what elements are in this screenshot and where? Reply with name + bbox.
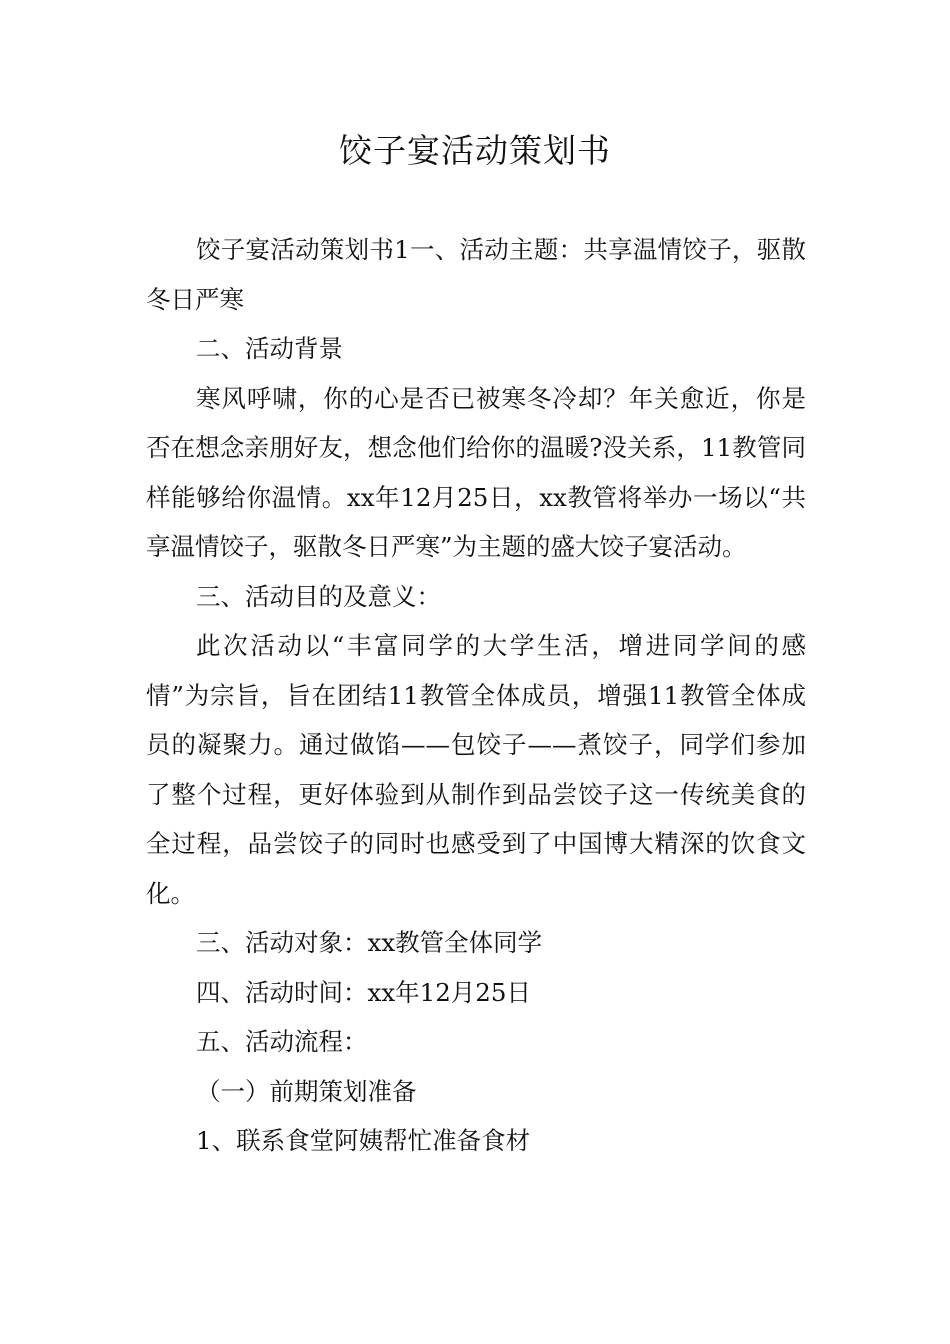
paragraph-audience: 三、活动对象：xx教管全体同学	[196, 928, 543, 957]
paragraph-purpose-heading: 三、活动目的及意义：	[196, 581, 441, 611]
paragraph-background: 寒风呼啸，你的心是否已被寒冬冷却？年关愈近，你是否在想念亲朋好友，想念他们给你的温暖?没关系，11教管同样能够给你温情。xx年12月25日，xx教管将举办一场以“共享温情饺子，驱散冬日严寒”为主题的盛大饺子宴活动。	[146, 383, 806, 561]
document-title: 饺子宴活动策划书	[339, 131, 611, 170]
paragraph-time: 四、活动时间：xx年12月25日	[196, 977, 531, 1007]
paragraph-background-heading: 二、活动背景	[196, 334, 343, 363]
paragraph-preparation-item: 1、联系食堂阿姨帮忙准备食材	[196, 1126, 531, 1155]
paragraph-purpose: 此次活动以“丰富同学的大学生活，增进同学间的感情”为宗旨，旨在团结11教管全体成员，增强11教管全体成员的凝聚力。通过做馅——包饺子——煮饺子，同学们参加了整个过程，更好体验到从制作到品尝饺子这一传统美食的全过程，品尝饺子的同时也感受到了中国博大精深的饮食文化。	[146, 631, 806, 908]
paragraph-theme: 饺子宴活动策划书1一、活动主题：共享温情饺子，驱散冬日严寒	[146, 235, 806, 314]
paragraph-preparation-heading: （一）前期策划准备	[196, 1076, 417, 1106]
paragraph-process-heading: 五、活动流程：	[196, 1027, 368, 1056]
document-body	[146, 225, 806, 1166]
